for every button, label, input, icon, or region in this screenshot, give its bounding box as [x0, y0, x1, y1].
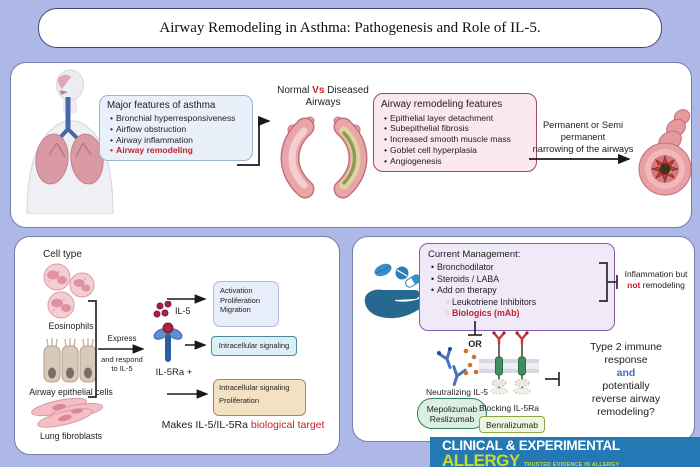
cell-label-epithelial: Airway epithelial cells	[29, 387, 113, 397]
fibro-outcome-line: Proliferation	[219, 395, 260, 405]
management-label: • Add on therapy	[437, 285, 497, 295]
conclusion-red: biological target	[250, 419, 325, 431]
management-title: Current Management:	[428, 249, 521, 260]
management-panel	[352, 236, 695, 442]
activation-line: Migration	[220, 305, 251, 315]
management-arrows	[353, 237, 694, 441]
drug-label: Benralizumab	[486, 419, 538, 430]
journal-tagline: TRUSTED EVIDENCE IN ALLERGY	[523, 462, 620, 467]
title-banner	[38, 8, 662, 48]
drug-label: Reslizumab	[429, 413, 475, 424]
journal-name-bottom: ALLERGY	[442, 451, 520, 467]
outcome-line: remodeling?	[597, 406, 655, 418]
management-label: • Bronchodilator	[437, 262, 494, 272]
major-feature-label: • Airflow obstruction	[116, 123, 187, 134]
outcome-and: and	[616, 367, 636, 379]
journal-name-top: CLINICAL & EXPERIMENTAL	[442, 438, 620, 453]
remodeling-feature-label: • Increased smooth muscle mass	[390, 134, 511, 145]
outcome-line: Type 2 immune	[590, 341, 662, 353]
remodeling-feature-label: • Goblet cell hyperplasia	[390, 144, 477, 155]
conclusion-black: Makes IL-5/IL-5Ra	[161, 419, 251, 431]
inflammation-not: not	[627, 280, 641, 290]
major-feature-label: • Airway remodeling	[116, 145, 193, 156]
journal-logo	[430, 437, 700, 467]
cell-type-heading: Cell type	[43, 249, 82, 260]
outcome-line: response	[604, 354, 648, 366]
respond-label: and respond to IL-5	[101, 355, 143, 373]
pathogenesis-arrows	[11, 63, 691, 227]
pathogenesis-panel	[10, 62, 692, 228]
vs-label: Vs	[312, 85, 325, 96]
remodeling-feature-label: • Angiogenesis	[390, 155, 442, 166]
remodeling-feature-label: • Epithelial layer detachment	[390, 112, 494, 123]
cell-label-fibroblasts: Lung fibroblasts	[39, 431, 103, 441]
major-features-title: Major features of asthma	[107, 100, 216, 111]
normal-label: Normal	[277, 85, 313, 96]
outcome-line: potentially	[602, 380, 650, 392]
cell-panel-arrows	[15, 237, 339, 454]
activation-line: Activation	[220, 286, 253, 295]
outcome-line: reverse airway	[591, 393, 661, 405]
il5-label: IL-5	[175, 306, 191, 316]
drug-label: Mepolizumab	[426, 403, 478, 414]
management-sublabel: ○ Leukotriene Inhibitors	[452, 296, 537, 307]
inflammation-post: remodeling	[640, 280, 685, 290]
cell-types-panel	[14, 236, 340, 455]
airways-label: Airways	[305, 97, 341, 108]
receptor-label: IL-5Ra +	[155, 367, 193, 378]
management-sublabel: ○ Biologics (mAb)	[452, 308, 520, 318]
remodeling-features-title: Airway remodeling features	[381, 99, 503, 110]
blocking-label: Blocking IL-5Ra	[478, 403, 539, 413]
remodeling-feature-label: • Subepithelial fibrosis	[390, 123, 469, 134]
narrowing-line: permanent	[560, 132, 606, 142]
inflammation-pre: Inflammation but	[624, 269, 688, 279]
neutralizing-label: Neutralizing IL-5	[426, 387, 488, 397]
express-label: Express	[107, 334, 137, 343]
major-feature-label: • Airway inflammation	[116, 134, 193, 145]
signaling-label: Intracellular signaling	[218, 341, 290, 351]
diseased-label: Diseased	[324, 85, 369, 96]
narrowing-line: Permanent or Semi	[542, 120, 624, 130]
page-title: Airway Remodeling in Asthma: Pathogenesis and Role of IL-5.	[159, 19, 541, 36]
narrowing-line: narrowing of the airways	[532, 144, 634, 154]
management-label: • Steroids / LABA	[437, 273, 500, 284]
cell-label-eosinophils: Eosinophils	[48, 321, 94, 331]
major-feature-label: • Bronchial hyperresponsiveness	[116, 113, 236, 123]
or-label: OR	[468, 339, 482, 349]
fibro-outcome-line: Intracellular signaling	[219, 383, 290, 392]
activation-line: Proliferation	[220, 295, 261, 305]
